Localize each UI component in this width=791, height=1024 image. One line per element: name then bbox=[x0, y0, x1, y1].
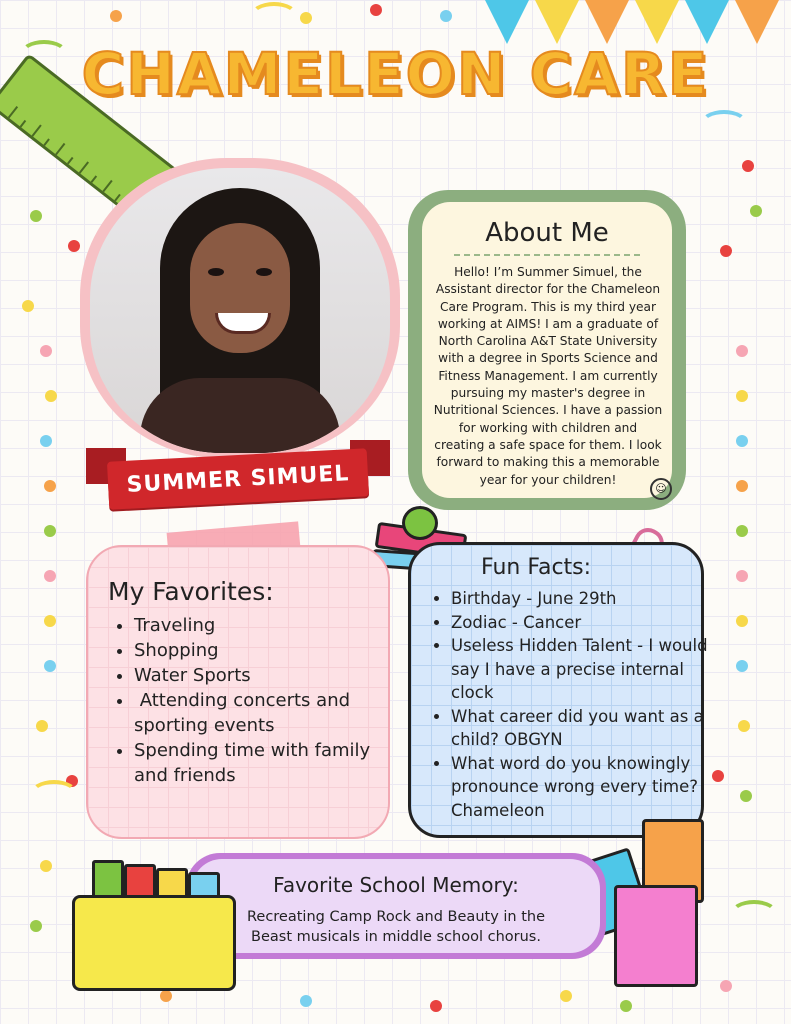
memory-text: Recreating Camp Rock and Beauty in the Beast musicals in middle school chorus. bbox=[246, 909, 546, 945]
school-memory-card bbox=[186, 853, 606, 959]
list-item: • What word do you knowingly pronounce wrong every time? Chameleon bbox=[451, 752, 709, 823]
favorites-list bbox=[112, 613, 404, 788]
list-item: • Zodiac - Cancer bbox=[451, 611, 709, 635]
page-title: CHAMELEON CARE bbox=[81, 40, 710, 108]
list-item: • Birthday - June 29th bbox=[451, 587, 709, 611]
about-title: About Me bbox=[485, 218, 609, 248]
name-ribbon bbox=[107, 448, 369, 510]
favorites-title: My Favorites: bbox=[108, 577, 274, 606]
smiley-icon: ☺ bbox=[650, 478, 672, 500]
list-item: • Attending concerts and sporting events bbox=[134, 688, 404, 738]
fun-facts-title: Fun Facts: bbox=[481, 555, 592, 580]
name-label: SUMMER SIMUEL bbox=[126, 460, 350, 498]
list-item: • Water Sports bbox=[134, 663, 404, 688]
fun-facts-list bbox=[429, 587, 709, 822]
crayon-box bbox=[72, 895, 236, 991]
fun-facts-card bbox=[408, 542, 708, 838]
memory-title: Favorite School Memory: bbox=[273, 873, 519, 897]
list-item: • Spending time with family and friends bbox=[134, 738, 404, 788]
list-item: • Traveling bbox=[134, 613, 404, 638]
list-item: • Useless Hidden Talent - I would say I have a precise internal clock bbox=[451, 634, 709, 705]
about-text: Hello! I’m Summer Simuel, the Assistant director for the Chameleon Care Program. This is my third year working at AIMS! I am a graduate of North Carolina A&T State University with a degree in Sports Science and Fitness Management. I am currently pursuing my master's degree in Nutritional Sciences. I have a passion for working with children and creating a safe space for them. I look forward to making this a memorable year for your children! bbox=[433, 265, 663, 487]
favorites-card bbox=[86, 545, 390, 839]
about-me-card bbox=[408, 190, 686, 510]
about-divider bbox=[454, 254, 640, 256]
list-item: • What career did you want as a child? OBGYN bbox=[451, 705, 709, 752]
list-item: • Shopping bbox=[134, 638, 404, 663]
profile-photo bbox=[80, 158, 400, 458]
